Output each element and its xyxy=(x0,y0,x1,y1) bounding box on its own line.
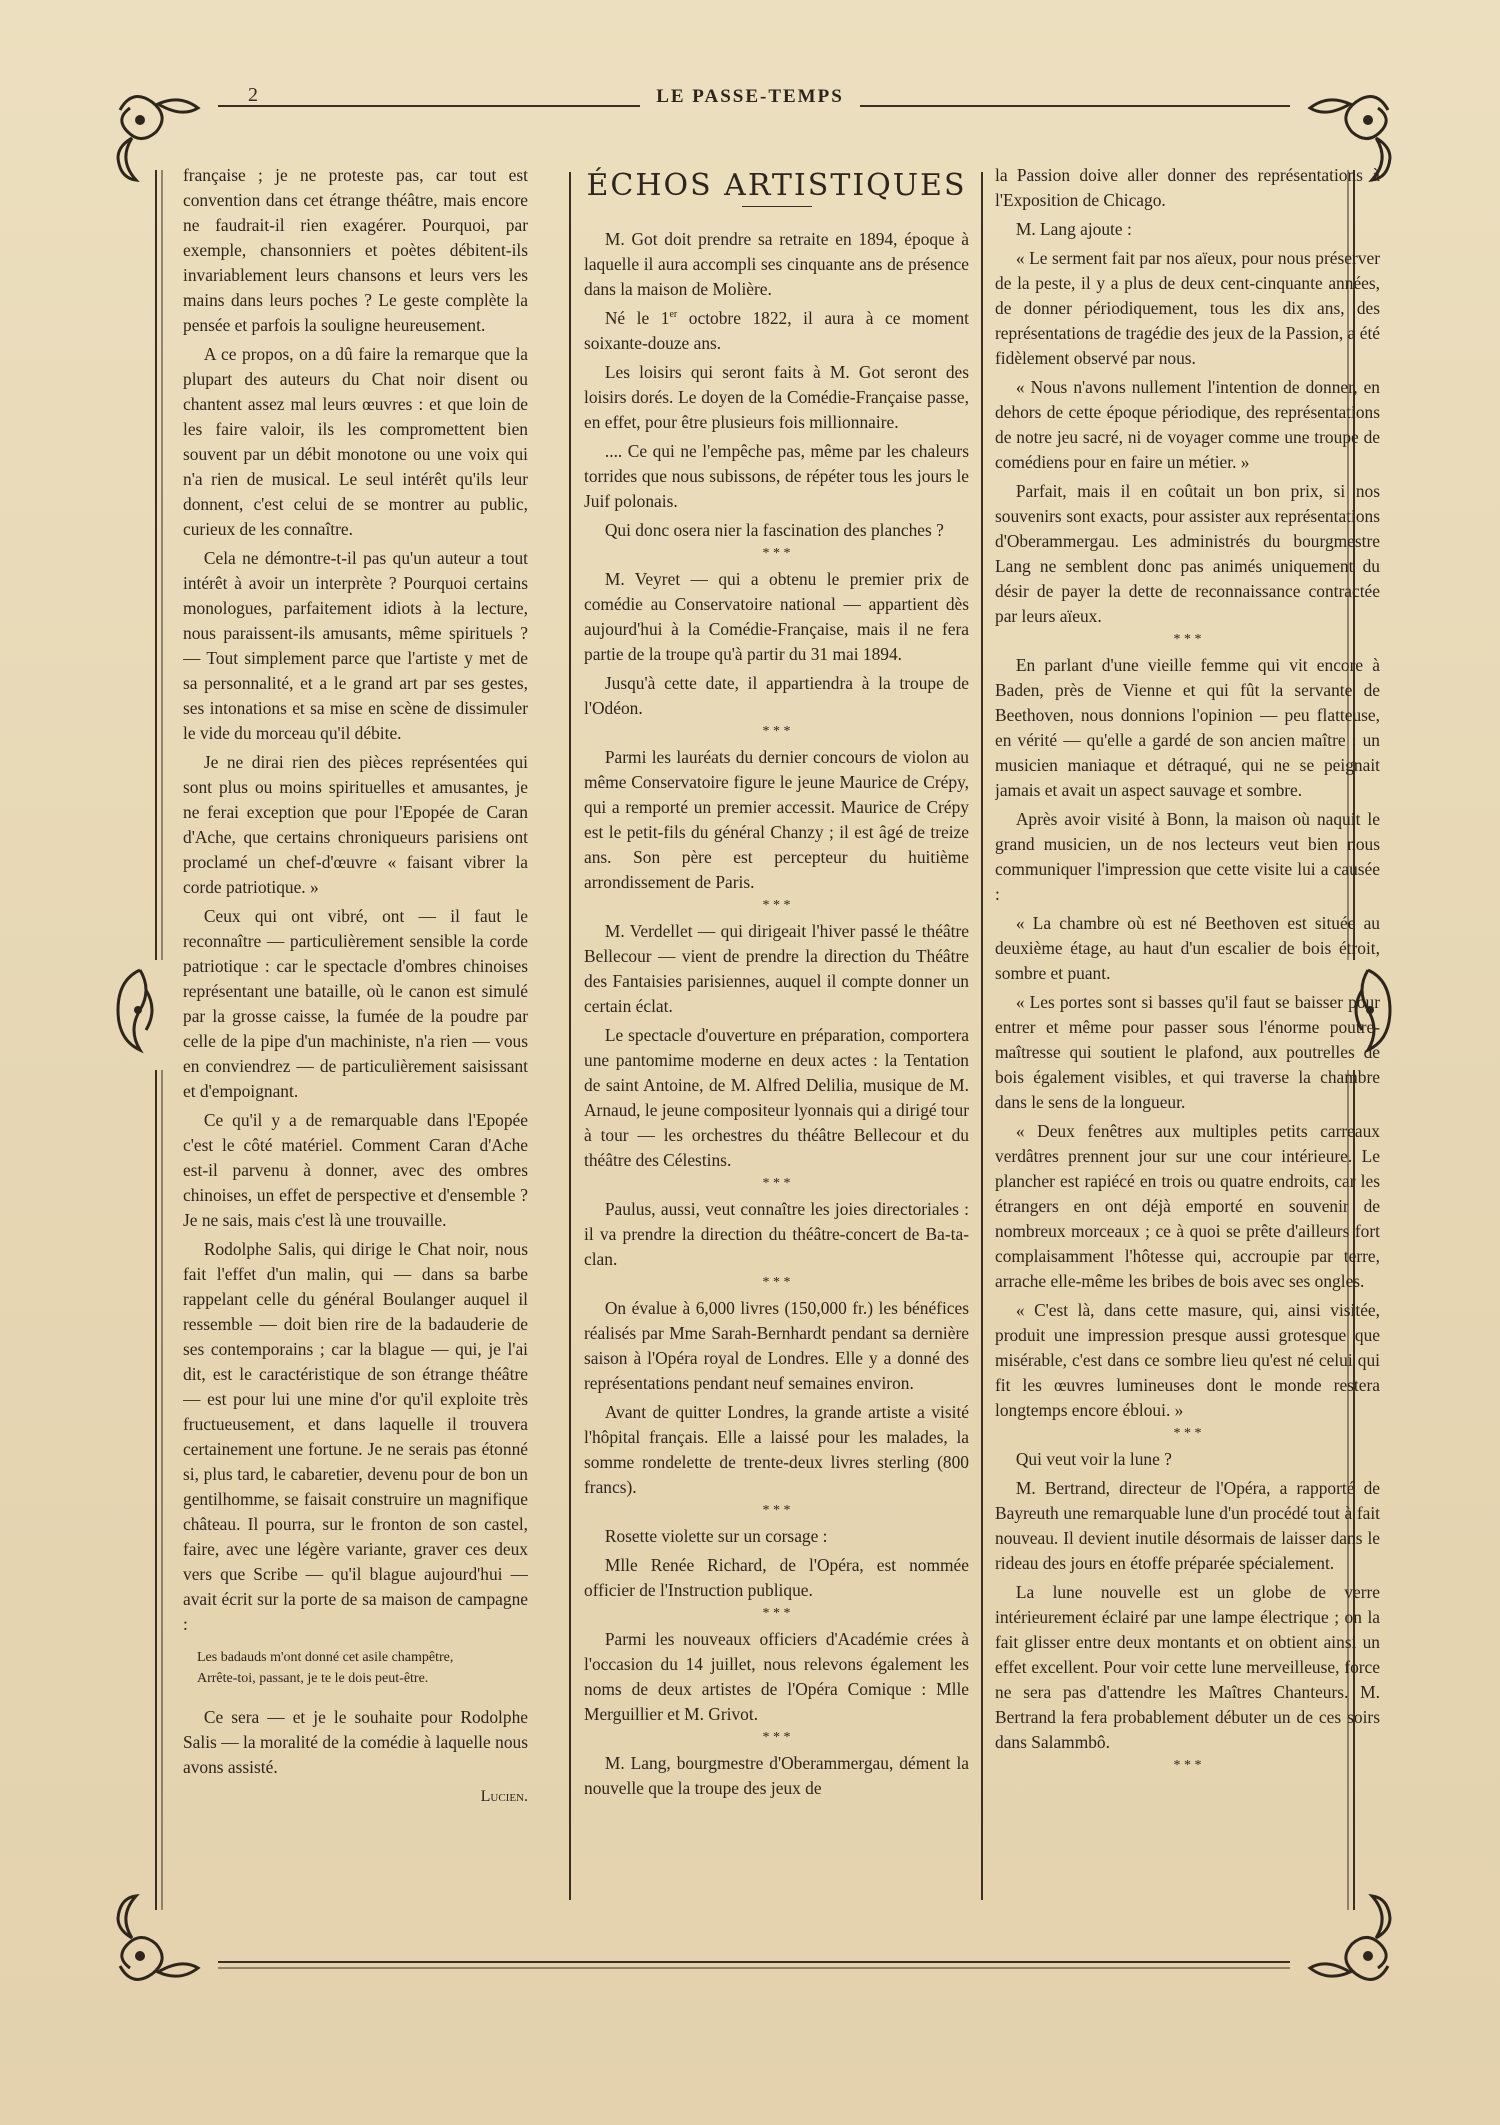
paragraph: Parfait, mais il en coûtait un bon prix, si nos souvenirs sont exacts, pour assister aux représentations d'Oberammergau. Les administrés du bourgmestre Lang ne semblent donc pas animés uniquement du désir de payer la dette de reconnaissance contractée par leurs aïeux. xyxy=(995,481,1380,626)
paragraph: M. Veyret — qui a obtenu le premier prix de comédie au Conservatoire national — appartient dès aujourd'hui à la Comédie-Française, mais il ne fera partie de la troupe qu'à partir du 31 mai 1894. xyxy=(584,569,969,664)
paragraph: Qui donc osera nier la fascination des planches ? xyxy=(604,520,944,540)
verse-line: Les badauds m'ont donné cet asile champêtre, xyxy=(197,1650,454,1665)
paragraph: Avant de quitter Londres, la grande artiste a visité l'hôpital français. Elle a laissé pour les malades, la somme rondelette de trente-deux livres sterling (800 francs). xyxy=(584,1402,969,1497)
paragraph: « Les portes sont si basses qu'il faut se baisser pour entrer et même pour passer sous l'énorme poutre-maîtresse qui soutient le plafond, aux poutrelles de bois également visibles, et qui traverse la chambre dans le sens de la longueur. xyxy=(995,992,1380,1112)
asterism: * * * xyxy=(762,1503,791,1518)
paragraph: Ceux qui ont vibré, ont — il faut le reconnaître — particulièrement sensible la corde patriotique : car le spectacle d'ombres chinoises représentant une bataille, où le canon est simulé par la grosse caisse, la fumée de la poudre par celle de la pipe d'un machiniste, n'a rien — vous en conviendrez — de particulièrement saisissant et d'empoignant. xyxy=(183,906,528,1101)
column-1 xyxy=(183,163,528,1843)
paragraph: française ; je ne proteste pas, car tout est convention dans cet étrange théâtre, mais encore ne faudrait-il rien exagérer. Pourquoi, par exemple, chansonniers et poètes débitent-ils invariablement leurs chansons et leurs vers les mains dans leurs poches ? Le geste complète la pensée et parfois la souligne heureusement. xyxy=(183,165,528,335)
paragraph: Parmi les lauréats du dernier concours de violon au même Conservatoire figure le jeune Maurice de Crépy, qui a remporté un premier accessit. Maurice de Crépy est le petit-fils du général Chanzy ; il est âgé de treize ans. Son père est percepteur du huitième arrondissement de Paris. xyxy=(584,747,969,892)
paragraph: A ce propos, on a dû faire la remarque que la plupart des auteurs du Chat noir disent ou chantent assez mal leurs œuvres : et que loin de les faire valoir, ils les compromettent bien souvent par un débit monotone ou une voix qui n'a rien de musical. Le seul intérêt qu'ils leur donnent, c'est celui de se montrer au public, curieux de les connaître. xyxy=(183,344,528,539)
column-3 xyxy=(995,163,1380,1843)
paragraph: Qui veut voir la lune ? xyxy=(1015,1449,1172,1469)
verse-line: Arrête-toi, passant, je te le dois peut-être. xyxy=(197,1671,429,1686)
asterism: * * * xyxy=(762,546,791,561)
paragraph: « Le serment fait par nos aïeux, pour nous préserver de la peste, il y a plus de deux cent-cinquante années, de donner périodiquement, tous les dix ans, des représentations de tragédie des jeux de la Passion, a été fidèlement observé par nous. xyxy=(995,248,1380,368)
paragraph: « Nous n'avons nullement l'intention de donner, en dehors de cette époque périodique, des représentations de notre jeu sacré, ni de voyager comme une troupe de comédiens pour en faire un métier. » xyxy=(995,377,1380,472)
scribe-verse xyxy=(197,1647,528,1689)
column-2 xyxy=(584,163,969,1843)
title-rule xyxy=(742,206,812,207)
asterism: * * * xyxy=(762,1275,791,1290)
paragraph: Je ne dirai rien des pièces représentées qui sont plus ou moins spirituelles et amusantes, je ne ferai exception que pour l'Epopée de Caran d'Ache, que certains chroniqueurs parisiens ont proclamé un chef-d'œuvre « faisant vibrer la corde patriotique. » xyxy=(183,752,528,897)
asterism: * * * xyxy=(1173,1758,1202,1773)
section-title: ÉCHOS ARTISTIQUES xyxy=(586,168,967,203)
paragraph: « C'est là, dans cette masure, qui, ainsi visitée, produit une impression presque aussi grotesque que misérable, c'est dans ce sombre lieu qu'est né celui qui fit les œuvres lumineuses dont le monde restera longtemps encore ébloui. » xyxy=(995,1300,1380,1420)
asterism: * * * xyxy=(1173,632,1202,647)
author-signature: Lucien. xyxy=(480,1788,528,1805)
paragraph: « La chambre où est né Beethoven est située au deuxième étage, au haut d'un escalier de bois étroit, sombre et puant. xyxy=(995,913,1380,983)
paragraph: Les loisirs qui seront faits à M. Got seront des loisirs dorés. Le doyen de la Comédie-Française passe, en effet, pour être plusieurs fois millionnaire. xyxy=(584,362,969,432)
paragraph: Après avoir visité à Bonn, la maison où naquit le grand musicien, un de nos lecteurs veut bien nous communiquer l'impression que cette visite lui a causée : xyxy=(995,809,1380,904)
paragraph: M. Got doit prendre sa retraite en 1894, époque à laquelle il aura accompli ses cinquante ans de présence dans la maison de Molière. xyxy=(584,229,969,299)
paragraph: .... Ce qui ne l'empêche pas, même par les chaleurs torrides que nous subissons, de répéter tous les jours le Juif polonais. xyxy=(584,441,969,511)
paragraph: Jusqu'à cette date, il appartiendra à la troupe de l'Odéon. xyxy=(584,673,969,718)
paragraph: Paulus, aussi, veut connaître les joies directoriales : il va prendre la direction du théâtre-concert de Ba-ta-clan. xyxy=(584,1199,969,1269)
asterism: * * * xyxy=(762,1730,791,1745)
asterism: * * * xyxy=(1173,1426,1202,1441)
paragraph: Rosette violette sur un corsage : xyxy=(604,1526,828,1546)
journal-title: LE PASSE-TEMPS xyxy=(656,86,844,107)
paragraph: M. Lang ajoute : xyxy=(1015,219,1132,239)
paragraph: Ce qu'il y a de remarquable dans l'Epopée c'est le côté matériel. Comment Caran d'Ache est-il parvenu à donner, avec des ombres chinoises, un effet de perspective et d'ensemble ? Je ne sais, mais c'est là une trouvaille. xyxy=(183,1110,528,1230)
paragraph: Le spectacle d'ouverture en préparation, comportera une pantomime moderne en deux actes : la Tentation de saint Antoine, de M. Alfred Delilia, musique de M. Arnaud, le jeune compositeur lyonnais qui a dirigé tour à tour — les orchestres du théâtre Bellecour et du théâtre des Célestins. xyxy=(584,1025,969,1170)
paragraph: M. Lang, bourgmestre d'Oberammergau, dément la nouvelle que la troupe des jeux de xyxy=(584,1753,969,1798)
paragraph: « Deux fenêtres aux multiples petits carreaux verdâtres prennent jour sur une cour intérieure. Le plancher est rapiécé en trois ou quatre endroits, car les étrangers en ont déjà emporté en souvenir de nombreux morceaux ; ce à quoi se prête d'ailleurs fort complaisamment l'hôtesse qui, accroupie par terre, arrache elle-même les bribes de bois avec ses ongles. xyxy=(995,1121,1380,1291)
paragraph: Cela ne démontre-t-il pas qu'un auteur a tout intérêt à avoir un interprète ? Pourquoi certains monologues, parfaitement idiots à la lecture, nous paraissent-ils amusants, même spirituels ? — Tout simplement parce que l'artiste y met de sa personnalité, et a le grand art par ses gestes, ses intonations et sa mise en scène de dissimuler le vide du morceau qu'il débite. xyxy=(183,548,528,743)
paragraph: On évalue à 6,000 livres (150,000 fr.) les bénéfices réalisés par Mme Sarah-Bernhardt pendant sa dernière saison à l'Opéra royal de Londres. Elle y a donné des représentations pendant neuf semaines environ. xyxy=(584,1298,969,1393)
paragraph: Mlle Renée Richard, de l'Opéra, est nommée officier de l'Instruction publique. xyxy=(584,1555,969,1600)
running-head xyxy=(120,84,1380,114)
paragraph: Ce sera — et je le souhaite pour Rodolphe Salis — la moralité de la comédie à laquelle nous avons assisté. xyxy=(183,1707,528,1777)
paragraph: Parmi les nouveaux officiers d'Académie crées à l'occasion du 14 juillet, nous relevons également les noms de deux artistes de l'Opéra Comique : Mlle Merguillier et M. Grivot. xyxy=(584,1629,969,1724)
paragraph: la Passion doive aller donner des représentations à l'Exposition de Chicago. xyxy=(995,165,1380,210)
paragraph: Rodolphe Salis, qui dirige le Chat noir, nous fait l'effet d'un malin, qui — dans sa barbe rappelant celle du général Boulanger auquel il ressemble — doit bien rire de la badauderie de ses contemporains ; car la blague — qui, je l'ai dit, est le caractéristique de son étrange théâtre — est pour lui une mine d'or qu'il exploite très fructueusement, et dans laquelle il trouvera certainement une fortune. Je ne serais pas étonné si, plus tard, le cabaretier, devenu pour de bon un gentilhomme, se faisait construire un magnifique château. Il pourra, sur le fronton de son castel, faire, avec une légère variante, graver ces deux vers que Scribe — qu'il blague aujourd'hui — avait écrit sur la porte de sa maison de campagne : xyxy=(183,1239,528,1634)
paragraph: En parlant d'une vieille femme qui vit encore à Baden, près de Vienne et qui fût la servante de Beethoven, nous donnions l'opinion — peu flatteuse, en vérité — qu'elle a gardé de son ancien maître : un musicien maniaque et détraqué, qui ne se peignait jamais et avait un aspect sauvage et sombre. xyxy=(995,655,1380,800)
asterism: * * * xyxy=(762,724,791,739)
page-number: 2 xyxy=(248,84,258,106)
paragraph: Né le 1er octobre 1822, il aura à ce moment soixante-douze ans. xyxy=(584,308,969,353)
paragraph: La lune nouvelle est un globe de verre intérieurement éclairé par une lampe électrique ; on la fait glisser entre deux montants et on obtient ainsi un effet excellent. Pour voir cette lune merveilleuse, force ne sera pas d'attendre les Maîtres Chanteurs. M. Bertrand la fera probablement débuter un de ces soirs dans Salammbô. xyxy=(995,1582,1380,1752)
paragraph: M. Verdellet — qui dirigeait l'hiver passé le théâtre Bellecour — vient de prendre la direction du Théâtre des Fantaisies parisiennes, auquel il compte donner un certain éclat. xyxy=(584,921,969,1016)
paragraph: M. Bertrand, directeur de l'Opéra, a rapporté de Bayreuth une remarquable lune d'un procédé tout à fait nouveau. Il devient inutile désormais de laisser dans le rideau des jours en étoffe préparée spécialement. xyxy=(995,1478,1380,1573)
asterism: * * * xyxy=(762,898,791,913)
asterism: * * * xyxy=(762,1606,791,1621)
asterism: * * * xyxy=(762,1176,791,1191)
